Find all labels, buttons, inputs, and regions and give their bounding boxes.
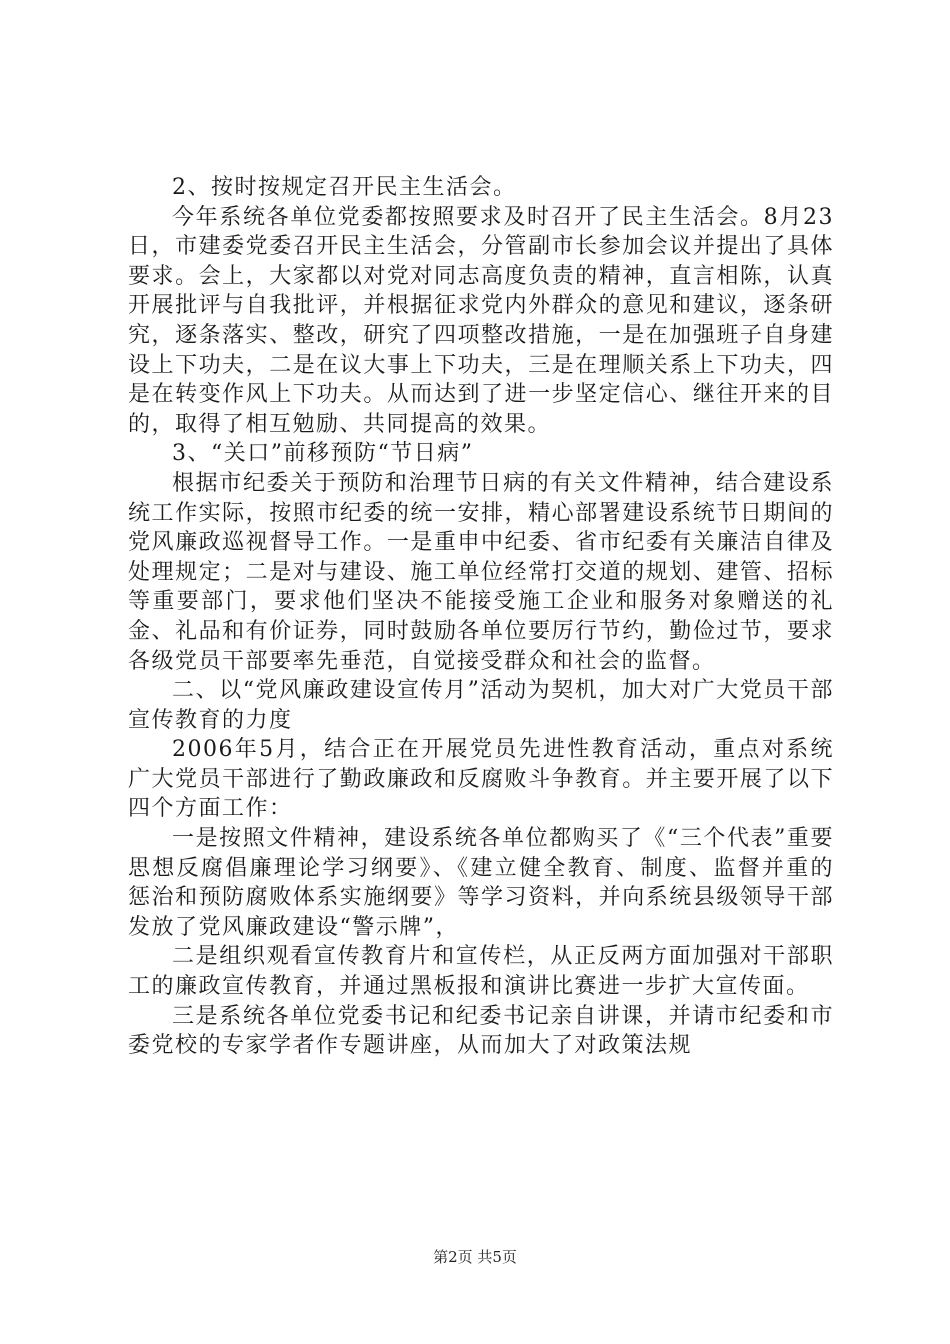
paragraph-item-one: 一是按照文件精神，建设系统各单位都购买了《“三个代表”重要思想反腐倡廉理论学习纲要》、《建立健全教育、制度、监督并重的惩治和预防腐败体系实施纲要》等学习资料，并向系统县级领导干部发放了党风廉政建设“警示牌”， [128, 826, 834, 940]
paragraph-heading-democratic-meeting: 2、按时按规定召开民主生活会。 [172, 175, 517, 200]
paragraph-publicity-month: 2006年5月，结合正在开展党员先进性教育活动，重点对系统广大党员干部进行了勤政廉政和反腐败斗争教育。并主要开展了以下四个方面工作： [128, 737, 834, 822]
paragraph-item-three: 三是系统各单位党委书记和纪委书记亲自讲课，并请市纪委和市委党校的专家学者作专题讲座，从而加大了对政策法规 [128, 1003, 834, 1059]
paragraph-democratic-meeting: 今年系统各单位党委都按照要求及时召开了民主生活会。8月23日，市建委党委召开民主生活会，分管副市长参加会议并提出了具体要求。会上，大家都以对党对同志高度负责的精神，直言相陈，认真开展批评与自我批评，并根据征求党内外群众的意见和建议，逐条研究，逐条落实、整改，研究了四项整改措施，一是在加强班子自身建设上下功夫，二是在议大事上下功夫，三是在理顺关系上下功夫，四是在转变作风上下功夫。从而达到了进一步坚定信心、继往开来的目的，取得了相互勉励、共同提高的效果。 [128, 204, 834, 437]
page-total: 共5页 [477, 1248, 517, 1266]
page-number: 第2页 [433, 1248, 473, 1266]
paragraph-heading-publicity-month: 二、以“党风廉政建设宣传月”活动为契机，加大对广大党员干部宣传教育的力度 [128, 678, 834, 733]
page-footer [0, 1246, 950, 1267]
paragraph-holiday-prevention: 根据市纪委关于预防和治理节日病的有关文件精神，结合建设系统工作实际，按照市纪委的统一安排，精心部署建设系统节日期间的党风廉政巡视督导工作。一是重申中纪委、省市纪委有关廉洁自律及处理规定；二是对与建设、施工单位经常打交道的规划、建管、招标等重要部门，要求他们坚决不能接受施工企业和服务对象赠送的礼金、礼品和有价证券，同时鼓励各单位要厉行节约，勤俭过节，要求各级党员干部要率先垂范，自觉接受群众和社会的监督。 [128, 470, 834, 674]
paragraph-item-two: 二是组织观看宣传教育片和宣传栏，从正反两方面加强对干部职工的廉政宣传教育，并通过黑板报和演讲比赛进一步扩大宣传面。 [128, 944, 834, 1000]
document-body [128, 173, 834, 1061]
paragraph-heading-holiday-prevention: 3、“关口”前移预防“节日病” [172, 441, 474, 467]
